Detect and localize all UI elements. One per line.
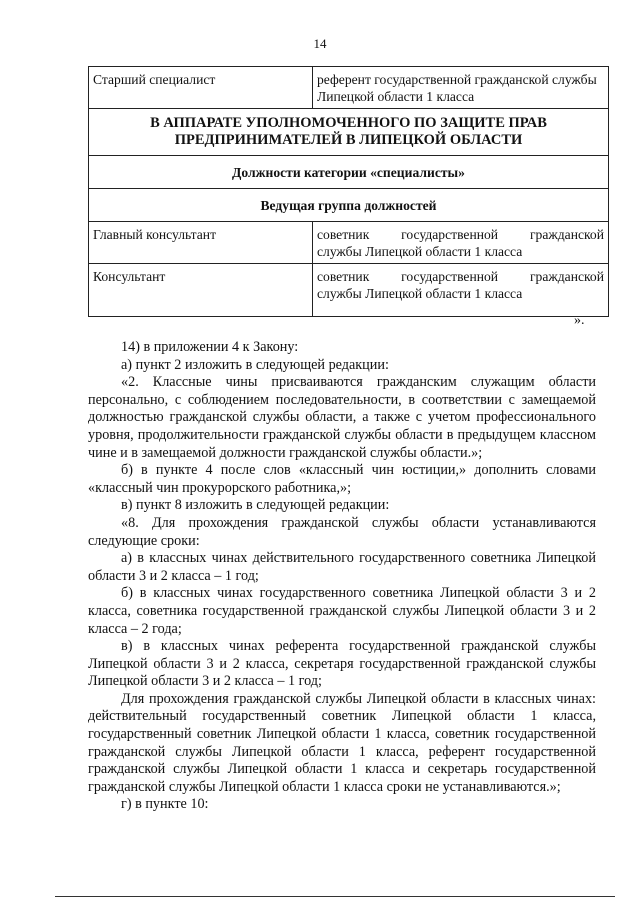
paragraph: г) в пункте 10: [121, 796, 209, 813]
table-row [89, 67, 609, 109]
class-rank-cell [313, 222, 609, 264]
position-title-cell: Главный консультант [89, 222, 313, 264]
paragraph: б) в пункте 4 после слов «классный чин юстиции,» дополнить словами «классный чин прокурорского работника,»; [88, 462, 596, 496]
class-rank-line: советник государственной гражданской [317, 227, 604, 242]
paragraph: Для прохождения гражданской службы Липецкой области в классных чинах: действительный государственный советник Липецкой области 1 класса, государственный советник Липецкой области 1 класса, советник государственной гражданской службы Липецкой области 1 класса, референт государственной гражданской службы Липецкой области 1 класса и секретарь государственной гражданской службы Липецкой области 1 класса сроки не устанавливаются.»; [88, 690, 596, 795]
group-heading: Ведущая группа должностей [89, 189, 609, 222]
positions-table [88, 66, 609, 317]
footer-rule [55, 896, 615, 897]
class-rank-line: советник государственной гражданской [317, 269, 604, 284]
paragraph: «2. Классные чины присваиваются гражданским служащим области персонально, с соблюдением последовательности, в соответствии с замещаемой должностью гражданской службы области, а также с учетом профессионального уровня, продолжительности гражданской службы области в предыдущем классном чине и в замещаемой должности гражданской службы области.»; [88, 374, 596, 461]
category-heading: Должности категории «специалисты» [89, 156, 609, 189]
class-rank-line: службы Липецкой области 1 класса [317, 244, 523, 259]
paragraph: 14) в приложении 4 к Закону: [121, 339, 299, 355]
paragraph: в) пункт 8 изложить в следующей редакции: [121, 497, 390, 514]
paragraph: а) пункт 2 изложить в следующей редакции: [121, 356, 389, 373]
page-number: 14 [313, 36, 327, 51]
closing-quote: ». [574, 313, 585, 328]
paragraph: «8. Для прохождения гражданской службы области устанавливаются следующие сроки: [88, 514, 596, 549]
class-rank-cell: референт государственной гражданской службы Липецкой области 1 класса [313, 67, 609, 109]
table-row [89, 156, 609, 189]
section-heading: В АППАРАТЕ УПОЛНОМОЧЕННОГО ПО ЗАЩИТЕ ПРАВ ПРЕДПРИНИМАТЕЛЕЙ В ЛИПЕЦКОЙ ОБЛАСТИ [89, 109, 609, 156]
paragraph: в) в классных чинах референта государственной гражданской службы Липецкой области 3 и 2 класса, секретаря государственной гражданской службы Липецкой области 3 и 2 класса – 1 год; [88, 638, 596, 690]
position-title-cell: Консультант [89, 264, 313, 317]
table-row [89, 109, 609, 156]
table-row [89, 189, 609, 222]
table-row [89, 264, 609, 317]
paragraph: б) в классных чинах государственного советника Липецкой области 3 и 2 класса, советника государственной гражданской службы Липецкой области 3 и 2 класса – 2 года; [88, 585, 596, 637]
table-row [89, 222, 609, 264]
document-body [88, 339, 596, 814]
class-rank-line: службы Липецкой области 1 класса [317, 286, 523, 301]
position-title-cell: Старший специалист [89, 67, 313, 109]
paragraph: а) в классных чинах действительного государственного советника Липецкой области 3 и 2 класса – 1 год; [88, 550, 596, 584]
class-rank-cell [313, 264, 609, 317]
